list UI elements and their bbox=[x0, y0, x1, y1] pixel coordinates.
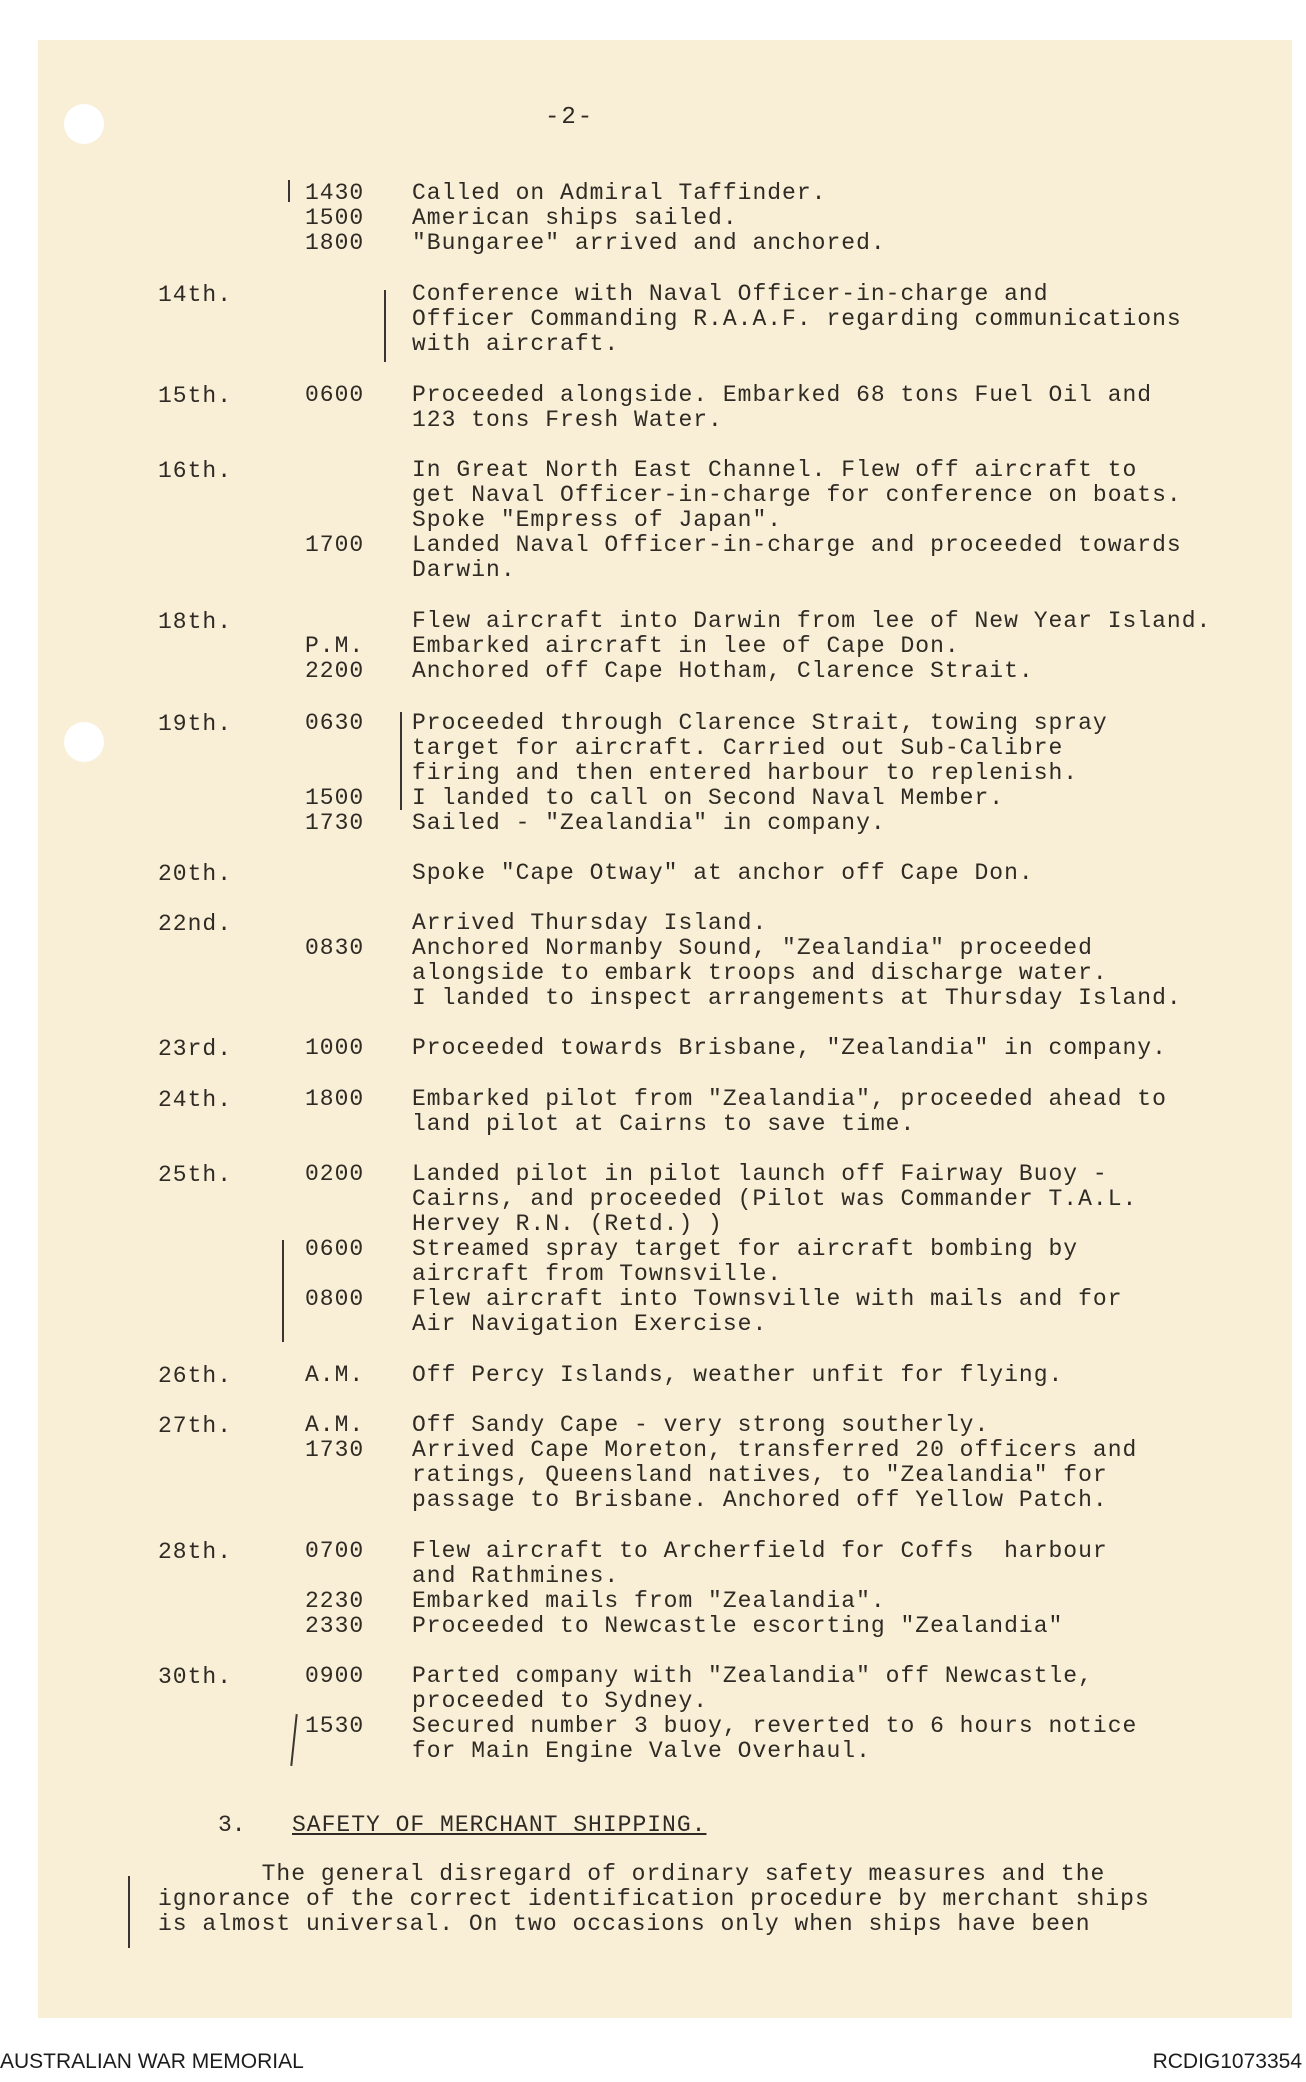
margin-mark bbox=[282, 1240, 284, 1342]
log-times: 1800 bbox=[305, 1086, 365, 1112]
log-day: 25th. bbox=[158, 1162, 233, 1188]
log-text: Parted company with "Zealandia" off Newcastle, proceeded to Sydney. Secured number 3 buoy, reverted to 6 hours notice for Main Engine Valve Overhaul. bbox=[412, 1663, 1138, 1764]
log-text: Proceeded through Clarence Strait, towing spray target for aircraft. Carried out Sub-Calibre firing and then entered harbour to replenish. I landed to call on Second Naval Member. Sailed - "Zealandia" in company. bbox=[412, 710, 1108, 836]
punch-hole-bottom bbox=[64, 722, 104, 762]
log-text: Conference with Naval Officer-in-charge and Officer Commanding R.A.A.F. regarding communications with aircraft. bbox=[412, 281, 1182, 357]
section-number: 3. bbox=[218, 1812, 246, 1838]
log-text: Spoke "Cape Otway" at anchor off Cape Don. bbox=[412, 860, 1034, 886]
log-day: 20th. bbox=[158, 861, 233, 887]
log-day: 16th. bbox=[158, 458, 233, 484]
section-paragraph: The general disregard of ordinary safety measures and the ignorance of the correct identification procedure by merchant ships is almost universal. On two occasions only when ships have been bbox=[158, 1861, 1150, 1937]
log-day: 14th. bbox=[158, 282, 233, 308]
log-text: Embarked pilot from "Zealandia", proceeded ahead to land pilot at Cairns to save time. bbox=[412, 1086, 1167, 1137]
log-text: Off Percy Islands, weather unfit for flying. bbox=[412, 1362, 1064, 1388]
log-day: 24th. bbox=[158, 1087, 233, 1113]
margin-mark bbox=[288, 180, 290, 202]
log-text: In Great North East Channel. Flew off aircraft to get Naval Officer-in-charge for conference on boats. Spoke "Empress of Japan". Landed Naval Officer-in-charge and proceeded towards Darwin. bbox=[412, 457, 1182, 583]
log-text: Arrived Thursday Island. Anchored Normanby Sound, "Zealandia" proceeded alongside to embark troops and discharge water. I landed to inspect arrangements at Thursday Island. bbox=[412, 910, 1182, 1011]
log-day: 28th. bbox=[158, 1539, 233, 1565]
footer-id: RCDIG1073354 bbox=[1152, 2050, 1302, 2073]
log-times: A.M. bbox=[305, 1362, 365, 1388]
log-times: 0600 bbox=[305, 382, 365, 408]
log-day: 22nd. bbox=[158, 911, 233, 937]
margin-mark bbox=[128, 1876, 130, 1948]
log-day: 26th. bbox=[158, 1363, 233, 1389]
log-day: 15th. bbox=[158, 383, 233, 409]
log-times: 0200 0600 0800 bbox=[305, 1161, 365, 1312]
footer-source: AUSTRALIAN WAR MEMORIAL bbox=[0, 2050, 304, 2073]
log-times: 0830 bbox=[305, 935, 365, 961]
log-text: Landed pilot in pilot launch off Fairway Buoy - Cairns, and proceeded (Pilot was Commander T.A.L. Hervey R.N. (Retd.) ) Streamed spray target for aircraft bombing by aircraft from Townsville. Flew aircraft into Townsville with mails and for Air Navigation Exercise. bbox=[412, 1161, 1138, 1337]
log-times: 1000 bbox=[305, 1035, 365, 1061]
log-text: Proceeded towards Brisbane, "Zealandia" in company. bbox=[412, 1035, 1167, 1061]
log-times: 0900 1530 bbox=[305, 1663, 365, 1739]
log-text: Proceeded alongside. Embarked 68 tons Fuel Oil and 123 tons Fresh Water. bbox=[412, 382, 1153, 433]
log-day: 30th. bbox=[158, 1664, 233, 1690]
margin-mark bbox=[384, 290, 386, 362]
log-text: Flew aircraft into Darwin from lee of New Year Island. Embarked aircraft in lee of Cape Don. Anchored off Cape Hotham, Clarence Strait. bbox=[412, 608, 1212, 684]
log-day: 27th. bbox=[158, 1413, 233, 1439]
margin-mark bbox=[400, 712, 402, 810]
page-number: -2- bbox=[545, 104, 595, 131]
log-times: A.M. 1730 bbox=[305, 1412, 365, 1463]
log-text: Flew aircraft to Archerfield for Coffs harbour and Rathmines. Embarked mails from "Zealandia". Proceeded to Newcastle escorting "Zealandia" bbox=[412, 1538, 1108, 1639]
punch-hole-top bbox=[64, 104, 104, 144]
log-day: 18th. bbox=[158, 609, 233, 635]
log-times: P.M. 2200 bbox=[305, 633, 365, 684]
log-times: 0700 2230 2330 bbox=[305, 1538, 365, 1639]
log-times: 0630 1500 1730 bbox=[305, 710, 365, 836]
log-text: Called on Admiral Taffinder. American ships sailed. "Bungaree" arrived and anchored. bbox=[412, 180, 886, 256]
log-day: 19th. bbox=[158, 711, 233, 737]
section-heading: SAFETY OF MERCHANT SHIPPING. bbox=[292, 1812, 707, 1838]
log-text: Off Sandy Cape - very strong southerly. Arrived Cape Moreton, transferred 20 officers and ratings, Queensland natives, to "Zealandia" for passage to Brisbane. Anchored off Yellow Patch. bbox=[412, 1412, 1138, 1513]
log-times: 1430 1500 1800 bbox=[305, 180, 365, 256]
log-times: 1700 bbox=[305, 532, 365, 558]
log-day: 23rd. bbox=[158, 1036, 233, 1062]
